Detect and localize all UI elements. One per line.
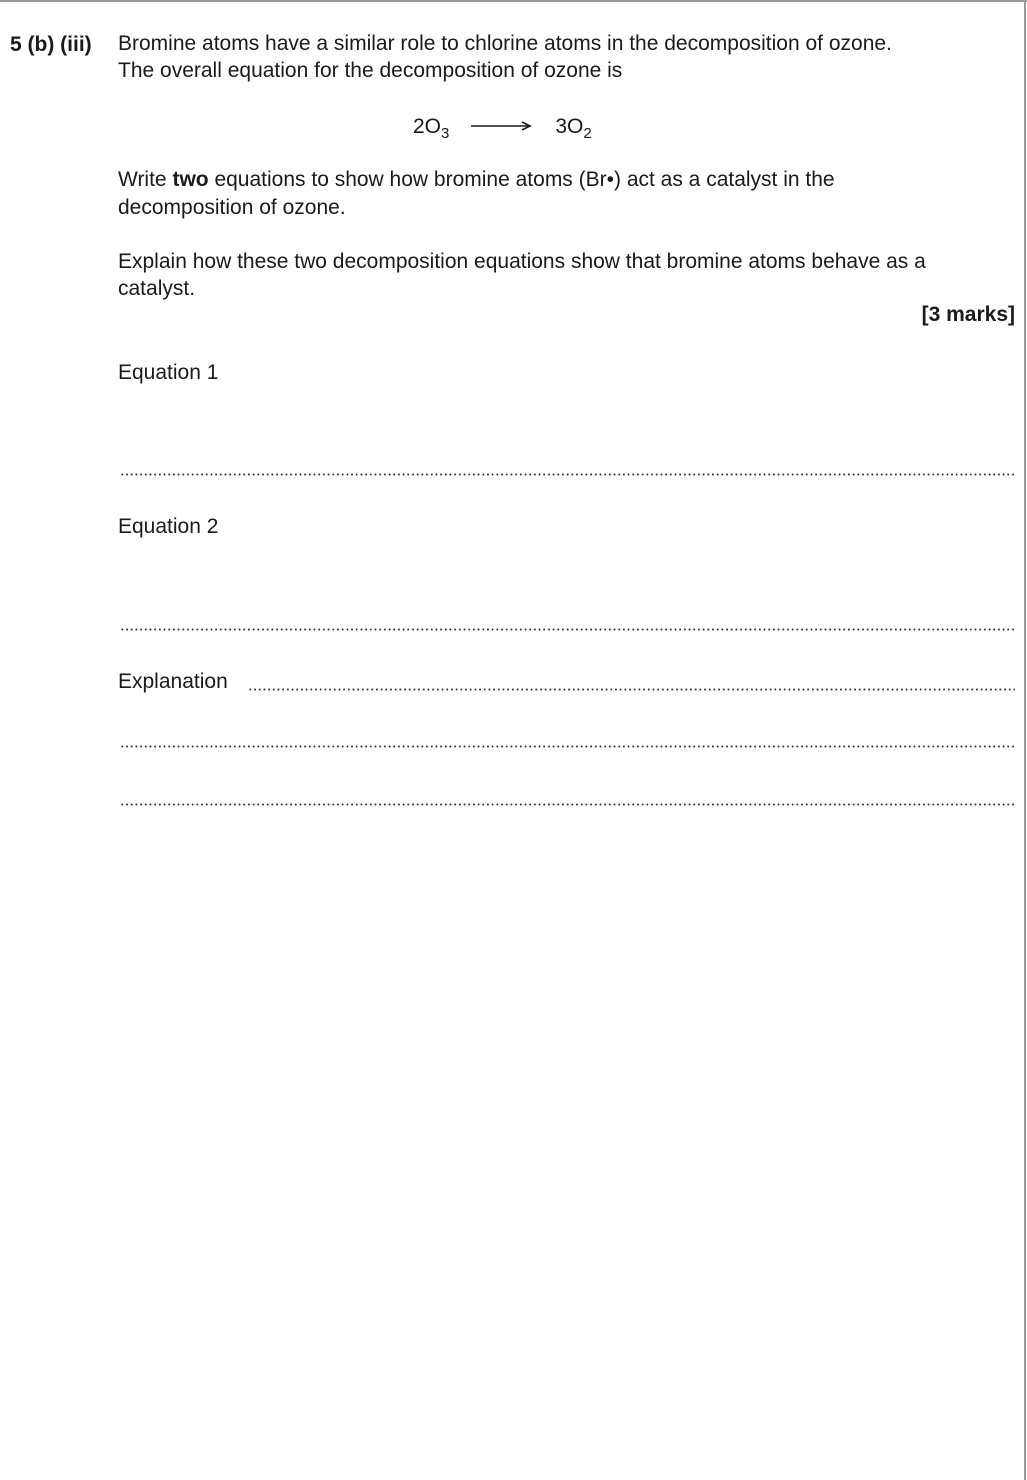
explanation-answer-line-3[interactable] [120, 803, 1015, 806]
question-number: 5 (b) (iii) [10, 33, 92, 56]
explanation-label: Explanation [118, 670, 228, 693]
instruction-1-line-2: decomposition of ozone. [118, 196, 346, 219]
marks-allocation: [3 marks] [921, 303, 1015, 326]
instruction-2-line-1: Explain how these two decomposition equations show that bromine atoms behave as a [118, 250, 926, 273]
question-intro-line-1: Bromine atoms have a similar role to chlorine atoms in the decomposition of ozone. [118, 32, 892, 55]
equation-1-answer-line[interactable] [120, 473, 1015, 476]
page-right-border [1024, 0, 1026, 1480]
overall-equation [413, 114, 592, 142]
instruction-1-line-1: Write two equations to show how bromine atoms (Br•) act as a catalyst in the [118, 168, 835, 191]
page-top-border [0, 0, 1027, 2]
equation-product: $3O_2$ [555, 115, 592, 142]
equation-1-label: Equation 1 [118, 361, 219, 384]
instruction-emphasis: two [172, 168, 209, 191]
instruction-2-line-2: catalyst. [118, 277, 196, 300]
equation-2-label: Equation 2 [118, 515, 219, 538]
reaction-arrow-icon [471, 114, 533, 126]
explanation-answer-line-2[interactable] [120, 745, 1015, 748]
explanation-answer-line-1[interactable] [248, 688, 1015, 691]
equation-2-answer-line[interactable] [120, 628, 1015, 631]
equation-reactant: $2O_3$ [413, 115, 450, 142]
question-intro-line-2: The overall equation for the decomposition of ozone is [118, 59, 623, 82]
